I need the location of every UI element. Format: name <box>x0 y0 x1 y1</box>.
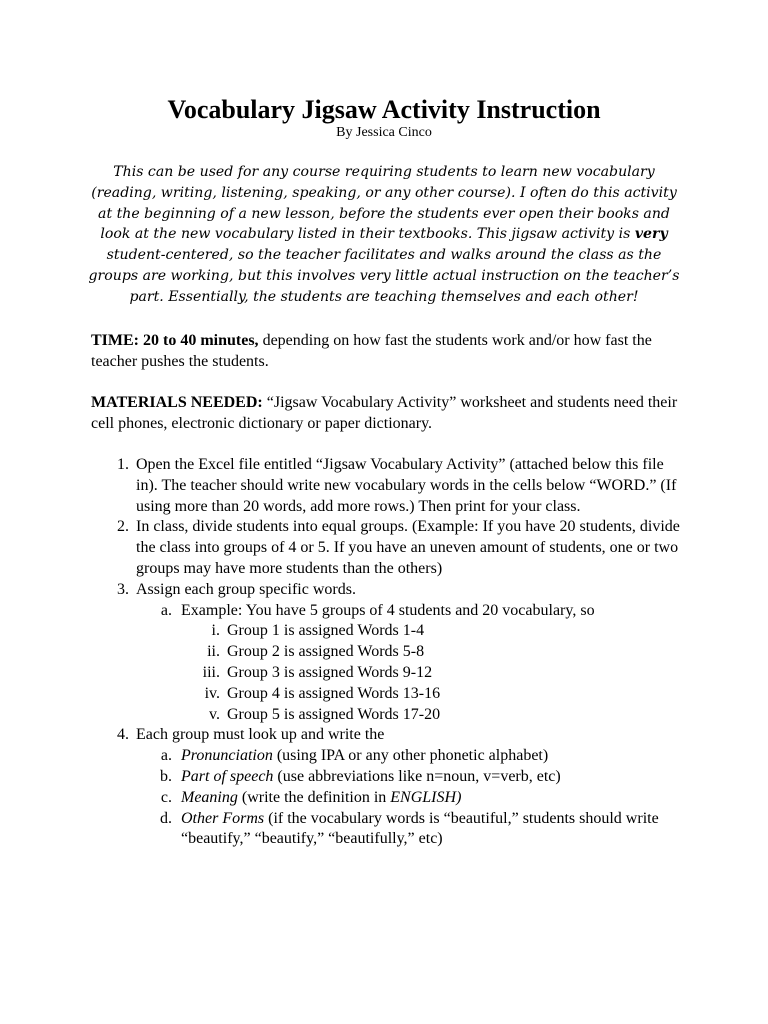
list-marker: iv. <box>204 684 220 702</box>
list-item-text <box>0 809 681 851</box>
list-item-text: Assign each group specific words. <box>136 580 356 598</box>
document-title: Vocabulary Jigsaw Activity Instruction <box>167 95 601 124</box>
term-description: (write the definition in <box>237 788 391 806</box>
term-description: (using IPA or any other phonetic alphabet) <box>272 747 549 765</box>
list-item-text: In class, divide students into equal groups. (Example: If you have 20 students, divide the class into groups of 4 or 5. If you have an uneven amount of students, one or two groups may have more students than the others) <box>136 518 680 577</box>
list-marker: b. <box>160 767 172 785</box>
list-item-text <box>0 788 681 809</box>
list-item <box>0 580 768 601</box>
time-text: depending on how fast the students work and/or how fast the teacher pushes the students. <box>91 332 652 370</box>
list-marker: 2. <box>117 518 129 536</box>
term-pronunciation: Pronunciation <box>181 747 273 765</box>
list-marker: 1. <box>117 456 129 473</box>
intro-text-continued: student-centered, so the teacher facilitates and walks around the class as the groups are working, but this involves very little actual instruction on the teacher’s part. Essentially, the students are teaching themselves and each other! <box>88 247 680 305</box>
list-item <box>0 663 768 684</box>
term-part-of-speech: Part of speech <box>181 767 274 785</box>
list-marker: ii. <box>207 643 220 661</box>
term-description: (use abbreviations like n=noun, v=verb, etc) <box>273 767 561 785</box>
list-item <box>0 621 768 642</box>
list-item <box>0 517 768 579</box>
intro-emphasis: very <box>634 226 668 243</box>
materials-paragraph <box>91 393 681 435</box>
list-item <box>0 684 768 705</box>
author-byline: By Jessica Cinco <box>336 125 432 140</box>
list-item <box>0 746 768 767</box>
list-item-text <box>0 746 681 767</box>
list-marker: iii. <box>202 663 220 681</box>
list-item <box>0 809 768 851</box>
list-marker: v. <box>209 705 220 723</box>
list-marker: d. <box>160 809 172 827</box>
materials-label: MATERIALS NEEDED: <box>91 394 263 411</box>
term-description: (if the vocabulary words is “beautiful,” students should write “beautify,” “beautify,” “beautifully,” etc) <box>181 809 659 848</box>
list-item-text: Example: You have 5 groups of 4 students and 20 vocabulary, so <box>181 601 595 619</box>
list-item-text: Group 1 is assigned Words 1-4 <box>227 622 425 640</box>
list-item-text: Open the Excel file entitled “Jigsaw Vocabulary Activity” (attached below this file in). The teacher should write new vocabulary words in the cells below “WORD.” (If using more than 20 words, add more rows.) Then print for your class. <box>136 456 677 515</box>
list-item <box>0 642 768 663</box>
list-marker: 4. <box>117 726 129 744</box>
intro-text: This can be used for any course requiring students to learn new vocabulary (reading, writing, listening, speaking, or any other course). I often do this activity at the beginning of a new lesson, before the students ever open their books and look at the new vocabulary listed in their textbooks. This jigsaw activity is <box>91 164 677 243</box>
list-marker: 3. <box>117 580 129 598</box>
list-item <box>0 767 768 788</box>
list-marker: a. <box>160 747 172 765</box>
list-item-text: Group 2 is assigned Words 5-8 <box>227 643 425 661</box>
term-english: ENGLISH) <box>390 788 462 806</box>
list-item-text <box>0 767 681 788</box>
list-item-text: Group 5 is assigned Words 17-20 <box>227 705 441 723</box>
list-item <box>0 705 768 726</box>
term-other-forms: Other Forms <box>181 809 265 827</box>
time-label: TIME: 20 to 40 minutes, <box>91 332 259 349</box>
list-item-text: Each group must look up and write the <box>136 726 385 744</box>
list-marker: i. <box>211 622 220 640</box>
list-item <box>0 455 768 517</box>
list-item-text: Group 3 is assigned Words 9-12 <box>227 663 433 681</box>
list-item <box>0 788 768 809</box>
materials-text: “Jigsaw Vocabulary Activity” worksheet and students need their cell phones, electronic dictionary or paper dictionary. <box>91 394 678 432</box>
instruction-list <box>0 455 768 850</box>
list-item <box>0 725 768 746</box>
term-meaning: Meaning <box>181 788 238 806</box>
list-item <box>0 601 768 622</box>
time-paragraph <box>91 331 681 373</box>
intro-paragraph <box>88 162 680 308</box>
list-marker: a. <box>160 601 172 619</box>
list-item-text: Group 4 is assigned Words 13-16 <box>227 684 441 702</box>
list-marker: c. <box>160 788 172 806</box>
